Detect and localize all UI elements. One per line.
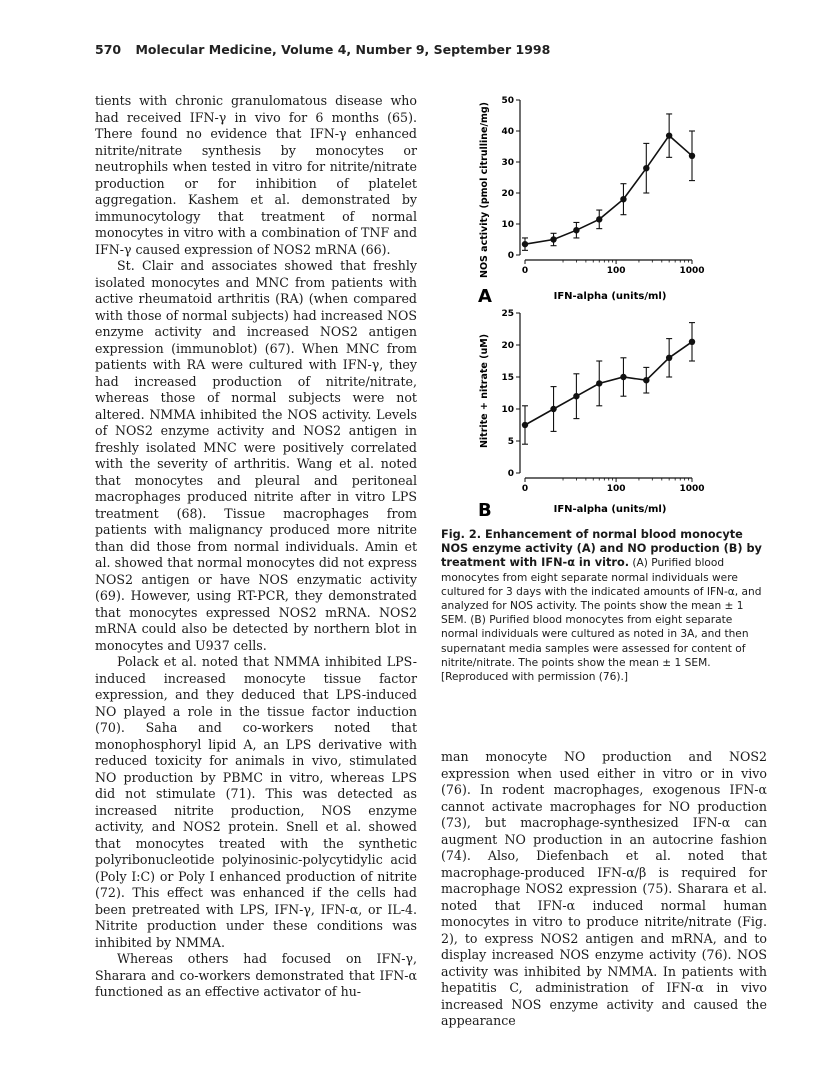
data-point-a xyxy=(596,216,602,222)
paragraph: Polack et al. noted that NMMA inhibited LPS-induced increased monocyte tissue factor expression, and they deduced that LPS-induced NO played a role in the tissue factor induction (70). Saha and co-workers noted that monophosphoryl lipid A, an LPS derivative with reduced toxicity for animals in vivo, stimulated NO production by PBMC in vitro, whereas LPS did not stimulate (71). This was detected as increased nitrite production, NOS enzyme activity, and NOS2 protein. Snell et al. showed that monocytes treated with the synthetic polyribonucleotide polyinosinic-polycytidylic acid (Poly I:C) or Poly I enhanced production of nitrite (72). This effect was enhanced if the cells had been pretreated with LPS, IFN-γ, IFN-α, or IL-4. Nitrite production under these conditions was inhibited by NMMA. xyxy=(95,654,417,950)
chart-a xyxy=(470,90,770,305)
data-point-b xyxy=(643,377,649,383)
chart-b xyxy=(470,305,770,520)
data-point-a xyxy=(573,227,579,233)
y-tick-label-a: 10 xyxy=(501,220,514,230)
y-tick-label-b: 0 xyxy=(507,469,514,479)
data-point-a xyxy=(620,196,626,202)
y-tick-label-a: 40 xyxy=(501,127,514,137)
paragraph: tients with chronic granulomatous disease who had received IFN-γ in vivo for 6 months (65). There found no evidence that IFN-γ enhanced nitrite/nitrate synthesis by monocytes or neutrophils when tested in vitro for nitrite/nitrate production or for inhibition of platelet aggregation. Kashem et al. demonstrated by immunocytology that treatment of normal monocytes in vitro with a combination of TNF and IFN-γ caused expression of NOS2 mRNA (66). xyxy=(95,93,417,257)
running-header xyxy=(95,42,550,57)
data-point-b xyxy=(522,422,528,428)
x-axis-label-b: IFN-alpha (units/ml) xyxy=(553,504,667,515)
figure-panel-a xyxy=(470,90,770,309)
y-axis-label-b: Nitrite + nitrate (uM) xyxy=(479,333,490,449)
y-tick-label-b: 25 xyxy=(501,309,514,319)
panel-label-a: A xyxy=(478,286,492,305)
data-point-b xyxy=(689,339,695,345)
y-tick-label-a: 50 xyxy=(501,96,514,106)
y-tick-label-a: 0 xyxy=(507,251,514,261)
x-tick-label-a: 0 xyxy=(521,266,529,276)
data-point-b xyxy=(550,406,556,412)
x-tick-label-a: 1000 xyxy=(679,266,705,276)
y-tick-label-b: 5 xyxy=(507,437,514,447)
data-point-b xyxy=(596,380,602,386)
series-line-b xyxy=(525,342,692,425)
y-tick-label-a: 30 xyxy=(501,158,514,168)
data-point-b xyxy=(573,393,579,399)
paragraph: St. Clair and associates showed that freshly isolated monocytes and MNC from patients with active rheumatoid arthritis (RA) (when compared with those of normal subjects) had increased NOS enzyme activity and increased NOS2 antigen expression (immunoblot) (67). When MNC from patients with RA were cultured with IFN-γ, they had increased production of nitrite/nitrate, whereas those of normal subjects were not altered. NMMA inhibited the NOS activity. Levels of NOS2 enzyme activity and NOS2 antigen in freshly isolated MNC were positively correlated with the severity of arthritis. Wang et al. noted that monocytes and pleural and peritoneal macrophages produced nitrite after in vitro LPS treatment (68). Tissue macrophages from patients with malignancy produced more nitrite than did those from normal individuals. Amin et al. showed that normal monocytes did not express NOS2 antigen or have NOS enzymatic activity (69). However, using RT-PCR, they demonstrated that monocytes expressed NOS2 mRNA. NOS2 mRNA could also be detected by northern blot in monocytes and U937 cells. xyxy=(95,258,417,653)
x-tick-label-b: 1000 xyxy=(679,484,705,494)
y-axis-label-a: NOS activity (pmol citrulline/mg) xyxy=(479,101,490,279)
caption-body: (A) Purified blood monocytes from eight separate normal individuals were cultured for 3 days with the indicated amounts of IFN-α, and analyzed for NOS activity. The points show the mean ± 1 SEM. (B) Purified blood monocytes from eight separate normal individuals were cultured as noted in 3A, and then supernatant media samples were assessed for content of nitrite/nitrate. The points show the mean ± 1 SEM. [Reproduced with permission (76).] xyxy=(441,557,762,684)
page-number: 570 xyxy=(95,42,122,57)
data-point-a xyxy=(689,153,695,159)
y-tick-label-b: 20 xyxy=(501,341,514,351)
x-axis-label-a: IFN-alpha (units/ml) xyxy=(553,291,667,302)
left-column xyxy=(95,93,417,1001)
y-tick-label-b: 10 xyxy=(501,405,514,415)
paragraph: man monocyte NO production and NOS2 expression when used either in vitro or in vivo (76). In rodent macrophages, exogenous IFN-α cannot activate macrophages for NO production (73), but macrophage-synthesized IFN-α can augment NO production in an autocrine fashion (74). Also, Diefenbach et al. noted that macrophage-produced IFN-α/β is required for macrophage NOS2 expression (75). Sharara et al. noted that IFN-α induced normal human monocytes in vitro to produce nitrite/nitrate (Fig. 2), to express NOS2 antigen and mRNA, and to display increased NOS enzyme activity (76). NOS activity was inhibited by NMMA. In patients with hepatitis C, administration of IFN-α in vivo increased NOS enzyme activity and caused the appearance xyxy=(441,749,767,1028)
data-point-b xyxy=(620,374,626,380)
right-column xyxy=(441,749,767,1030)
data-point-a xyxy=(522,241,528,247)
series-line-a xyxy=(525,136,692,245)
y-tick-label-b: 15 xyxy=(501,373,514,383)
x-tick-label-b: 0 xyxy=(521,484,529,494)
caption-title: Fig. 2. Enhancement of normal blood monocyte NOS enzyme activity (A) and NO production (B) by treatment with IFN-α in vitro. xyxy=(441,528,762,570)
data-point-a xyxy=(643,165,649,171)
journal-title: Molecular Medicine, Volume 4, Number 9, September 1998 xyxy=(135,42,551,57)
figure-panel-b xyxy=(470,305,770,524)
data-point-a xyxy=(666,132,672,138)
paragraph: Whereas others had focused on IFN-γ, Sharara and co-workers demonstrated that IFN-α functioned as an effective activator of hu- xyxy=(95,951,417,999)
x-tick-label-a: 100 xyxy=(606,266,626,276)
panel-label-b: B xyxy=(478,500,492,520)
data-point-a xyxy=(550,236,556,242)
y-tick-label-a: 20 xyxy=(501,189,514,199)
figure-caption xyxy=(441,528,767,684)
x-tick-label-b: 100 xyxy=(606,484,626,494)
data-point-b xyxy=(666,355,672,361)
